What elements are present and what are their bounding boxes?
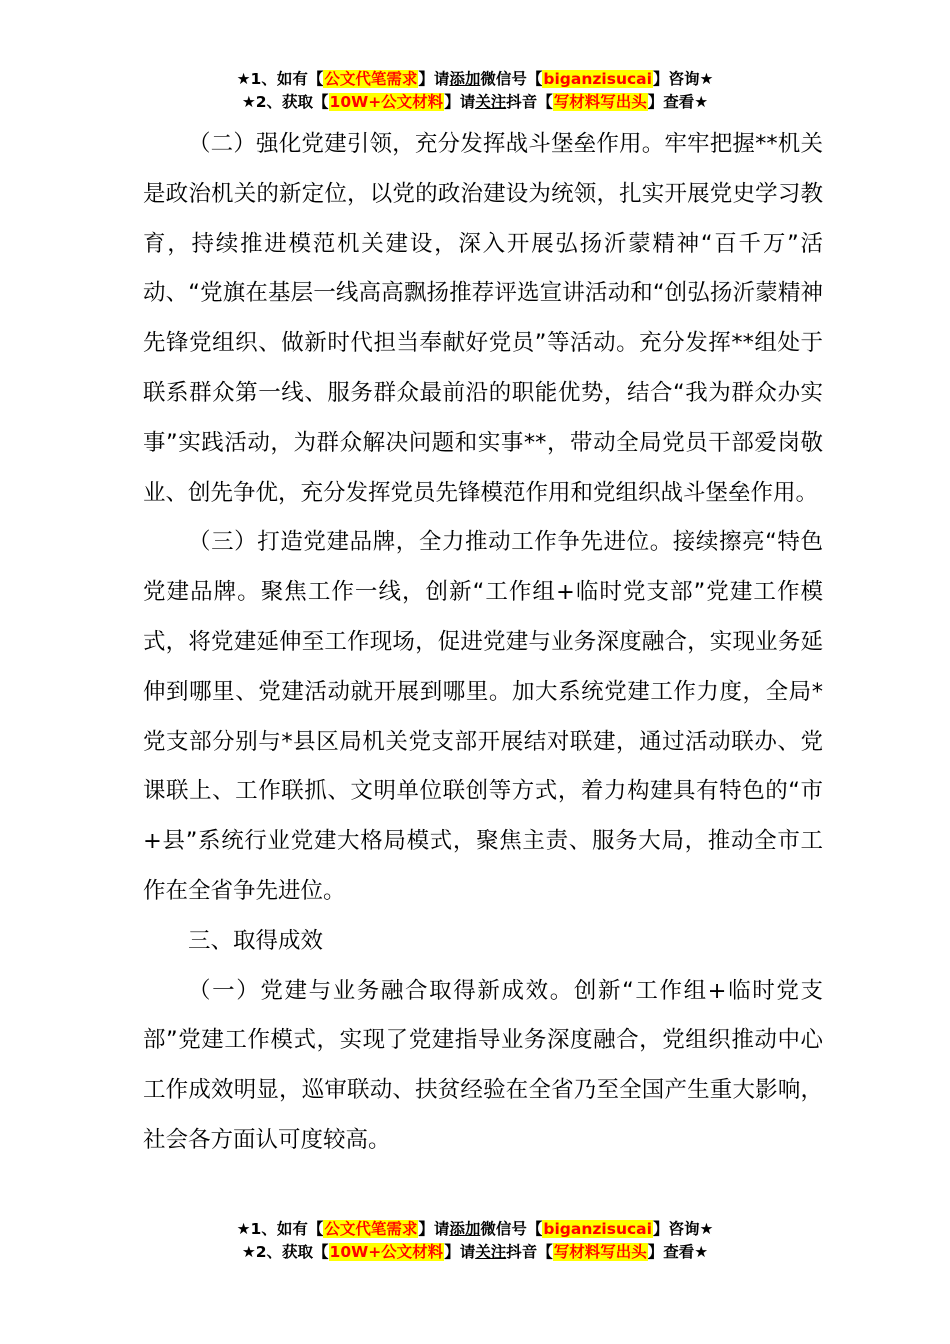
paragraph-party-leadership: （二）强化党建引领，充分发挥战斗堡垒作用。牢牢把握**机关是政治机关的新定位，以党的政治建设为统领，扎实开展党史学习教育，持续推进模范机关建设，深入开展弘扬沂蒙精神“百千万”活动、“党旗在基层一线高高飘扬推荐评选宣讲活动和“创弘扬沂蒙精神先锋党组织、做新时代担当奉献好党员”等活动。充分发挥**组处于联系群众第一线、服务群众最前沿的职能优势，结合“我为群众办实事”实践活动，为群众解决问题和实事**，带动全局党员干部爱岗敬业、创先争优，充分发挥党员先锋模范作用和党组织战斗堡垒作用。 — [143, 131, 823, 506]
promo-text: 】请 — [444, 93, 476, 111]
promo-text: 抖音【 — [506, 1243, 553, 1261]
promo-text: 微信号【 — [480, 1220, 543, 1238]
promo-underline: 添加 — [449, 70, 481, 88]
promo-highlight: biganzisucai — [543, 1220, 652, 1238]
promo-highlight: 公文代笔需求 — [324, 70, 418, 88]
paragraph-party-brand: （三）打造党建品牌，全力推动工作争先进位。接续擦亮“特色党建品牌。聚焦工作一线，创新“工作组+临时党支部”党建工作模式，将党建延伸至工作现场，促进党建与业务深度融合，实现业务延伸到哪里、党建活动就开展到哪里。加大系统党建工作力度，全局*党支部分别与*县区局机关党支部开展结对联建，通过活动联办、党课联上、工作联抓、文明单位联创等方式，着力构建具有特色的“市+县”系统行业党建大格局模式，聚焦主责、服务大局，推动全市工作在全省争先进位。 — [143, 529, 823, 904]
promo-highlight: biganzisucai — [543, 70, 652, 88]
promo-highlight: 写材料写出头 — [553, 93, 647, 111]
promo-text: 】请 — [418, 70, 450, 88]
promo-text: 】咨询★ — [652, 1220, 714, 1238]
promo-highlight: 公文代笔需求 — [324, 1220, 418, 1238]
section-heading-results: 三、取得成效 — [188, 927, 324, 954]
promo-text: 】请 — [418, 1220, 450, 1238]
footer-promo-banner — [0, 1218, 950, 1264]
promo-line-2 — [0, 1241, 950, 1264]
promo-line-1 — [0, 68, 950, 91]
header-promo-banner — [0, 68, 950, 114]
promo-text: 】咨询★ — [652, 70, 714, 88]
promo-highlight: 10W+公文材料 — [329, 93, 444, 111]
document-body — [143, 120, 823, 1166]
paragraph-integration-results: （一）党建与业务融合取得新成效。创新“工作组+临时党支部”党建工作模式，实现了党建指导业务深度融合，党组织推动中心工作成效明显，巡审联动、扶贫经验在全省乃至全国产生重大影响，社会各方面认可度较高。 — [143, 977, 823, 1153]
promo-text: 】请 — [444, 1243, 476, 1261]
promo-text: 抖音【 — [506, 93, 553, 111]
promo-text: 】查看★ — [647, 93, 709, 111]
promo-underline: 关注 — [475, 1243, 507, 1261]
promo-highlight: 写材料写出头 — [553, 1243, 647, 1261]
promo-text: 微信号【 — [480, 70, 543, 88]
promo-underline: 添加 — [449, 1220, 481, 1238]
promo-underline: 关注 — [475, 93, 507, 111]
promo-text: ★1、如有【 — [236, 70, 324, 88]
promo-line-2 — [0, 91, 950, 114]
promo-text: ★2、获取【 — [241, 1243, 329, 1261]
promo-text: ★2、获取【 — [241, 93, 329, 111]
promo-line-1 — [0, 1218, 950, 1241]
promo-text: ★1、如有【 — [236, 1220, 324, 1238]
promo-highlight: 10W+公文材料 — [329, 1243, 444, 1261]
promo-text: 】查看★ — [647, 1243, 709, 1261]
